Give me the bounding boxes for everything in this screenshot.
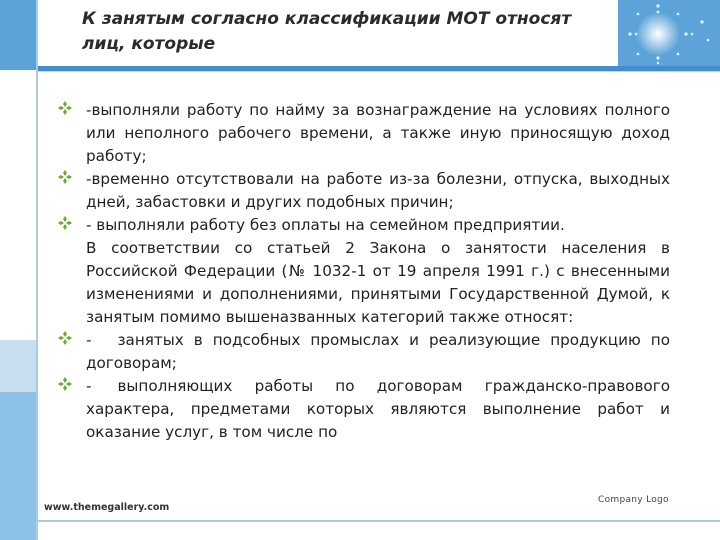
list-item	[58, 168, 670, 214]
list-item	[58, 99, 670, 168]
company-logo: Company Logo	[598, 495, 669, 505]
paragraph-text: В соответствии со статьей 2 Закона о занятости населения в Российской Федерации (№ 1032-1 от 19 апреля 1991 г.) с внесенными изменениями и дополнениями, принятыми Государственной Думой, к занятым помимо вышеназванных категорий также относят:	[86, 239, 670, 326]
content	[58, 99, 670, 444]
list-item-text: выполняющих работы по договорам гражданско-правового характера, предметами которых являются выполнение работ и оказание услуг, в том числе по	[86, 377, 670, 441]
diamond-bullet-icon	[58, 170, 72, 184]
diamond-bullet-icon	[58, 331, 72, 345]
diamond-bullet-icon	[58, 216, 72, 230]
list-item-dash: -	[86, 331, 92, 349]
list-item-text: -временно отсутствовали на работе из-за болезни, отпуска, выходных дней, забастовки и других подобных причин;	[86, 170, 670, 211]
sparkle-icon	[618, 0, 720, 66]
header-rule-thin	[38, 71, 720, 72]
footer-url: www.themegallery.com	[44, 502, 170, 513]
diamond-bullet-icon	[58, 377, 72, 391]
left-decor-column	[0, 0, 36, 540]
list-item	[58, 329, 670, 375]
decor-block-middle	[0, 70, 36, 340]
diamond-bullet-icon	[58, 101, 72, 115]
decor-block-light	[0, 340, 36, 392]
list-item-text: занятых в подсобных промыслах и реализующие продукцию по договорам;	[86, 331, 670, 372]
list-item-text: -выполняли работу по найму за вознаграждение на условиях полного или неполного рабочего времени, а также иную приносящую доход работу;	[86, 101, 670, 165]
list-item-text: - выполняли работу без оплаты на семейном предприятии.	[86, 216, 565, 234]
footer-rule	[38, 520, 720, 522]
list-item	[58, 214, 670, 329]
decor-block-bottom	[0, 392, 36, 540]
list-item	[58, 375, 670, 444]
slide-title: К занятым согласно классификации МОТ относят лиц, которые	[82, 9, 572, 54]
list-item-dash: -	[86, 377, 92, 395]
decor-block-top	[0, 0, 36, 70]
decor-vertical-line	[36, 0, 38, 540]
